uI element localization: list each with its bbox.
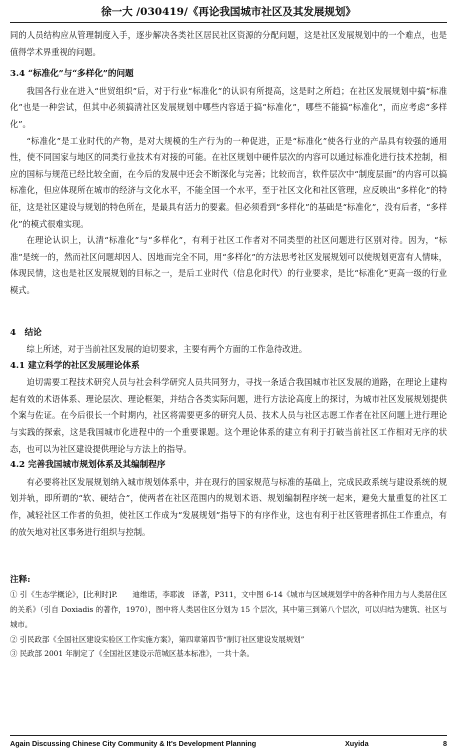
- footnote-1: ① 引《生态学概论》，[比利时]P. 迪维诺，李耶波 译著，P311，文中图 6-14《城市与区域规划学中的各种作用力与人类居住区的关系》（引自 Doxiadis 的著作，1970），图中将人类居住区分划为 15 个层次，其中第三到第八个层次，可以归结为建筑、社区与城市。: [10, 590, 447, 629]
- paragraph-continued: 同的人员结构应从管理制度入手，逐步解决各类社区居民社区资源的分配问题，这是社区发展规划中的一个难点，也是值得学术界重视的问题。: [10, 30, 447, 57]
- paragraph: 在理论认识上，认清“标准化”与“多样化”，有利于社区工作者对不同类型的社区问题进行区别对待。因为，“标准”是统一的，然而社区问题却因人、因地而完全不同，用“多样化”的方法思考社区发展规划可以使规划更富有人情味，体现民情，这也是社区发展规划的目标之一，是后工业时代（信息化时代）的行业要求，是比“标准化”更高一级的行业模式。: [10, 235, 447, 295]
- paragraph: 综上所述，对于当前社区发展的迫切要求，主要有两个方面的工作急待改进。: [26, 344, 307, 355]
- paragraph: “标准化”是工业时代的产物，是对大规模的生产行为的一种促进，正是“标准化”使各行业的产品具有较强的通用性，使不同国家与地区的同类行业技术有对接的可能。在社区规划中硬件层次的内容可以通过标准化进行技术控制，相应的国标与规范已经比较全面，在今后的发展中还会不断深化与完善；比较而言，软件层次中“制度层面”的内容可以搞标准化，但应体现所在城市的经济与文化水平，不能全国一个水平，至于社区文化和社区管理，应反映出“多样化”的特征，这是社区建设与规划的特色所在，是最具有活力的要素。但必须看到“多样化”的基础是“标准化”，没有后者，“多样化”的模式很难实现。: [10, 135, 447, 229]
- footnote-3: ③ 民政部 2001 年制定了《全国社区建设示范城区基本标准》，一共十条。: [10, 649, 254, 659]
- paragraph: 迫切需要工程技术研究人员与社会科学研究人员共同努力，寻找一条适合我国城市社区发展的道路，在理论上建构起有效的术语体系、理论层次、理论框架，并结合各类实际问题，进行方法论高度上的探讨，为城市社区发展规划提供个案与佐证。在今后很长一个时期内，社区将需要更多的研究人员、技术人员与社区志愿工作者在社区问题上进行理论与实践的探索，这是我国城市化进程中的一个重要课题。这个理论体系的建立有利于打破当前社区工作相对无序的状态，也可以为社区建设提供理论与方法上的指导。: [10, 377, 447, 454]
- page-number: 8: [443, 739, 447, 748]
- section-3-4-heading: 3.4 “标准化”与“多样化”的问题: [10, 69, 134, 80]
- body-content: [10, 27, 447, 662]
- paragraph: 我国各行业在进入“世贸组织”后，对于行业“标准化”的认识有所提高，这是时之所趋；在社区发展规划中搞“标准化”也是一种尝试，但其中必须搞清社区发展规划中哪些内容适于搞“标准化”，哪些不能搞“标准化”，而应考虑“多样化”。: [10, 85, 447, 129]
- document-page: [10, 0, 447, 755]
- running-footer: [10, 735, 447, 752]
- section-4-2-heading: 4.2 完善我国城市规划体系及其编制程序: [10, 460, 166, 471]
- notes-heading: 注释:: [10, 575, 31, 586]
- footnote-2: ② 引民政部《全国社区建设实验区工作实施方案》，第四章第四节“制订社区建设发展规划”: [10, 634, 305, 644]
- footer-title: Again Discussing Chinese City Community & It's Development Planning: [10, 739, 257, 748]
- paragraph: 有必要将社区发展规划纳入城市规划体系中，并在现行的国家规范与标准的基础上，完成民政系统与建设系统的规划并轨，即所谓的“软、硬结合”，使两者在社区范围内的规划术语、规划编制程序统一起来，避免大量重复的社区工作，减轻社区工作者的负担，使社区工作成为“发展规划”指导下的有序作业，这也有利于社区管理者抓住工作重点，有的放矢地对社区事务进行组织与控制。: [10, 476, 447, 537]
- footer-author: Xuyida: [345, 739, 369, 748]
- section-4-heading: 4 结论: [10, 327, 42, 338]
- section-4-1-heading: 4.1 建立科学的社区发展理论体系: [10, 360, 140, 371]
- running-header: 徐一大 /030419/《再论我国城市社区及其发展规划》: [10, 2, 447, 23]
